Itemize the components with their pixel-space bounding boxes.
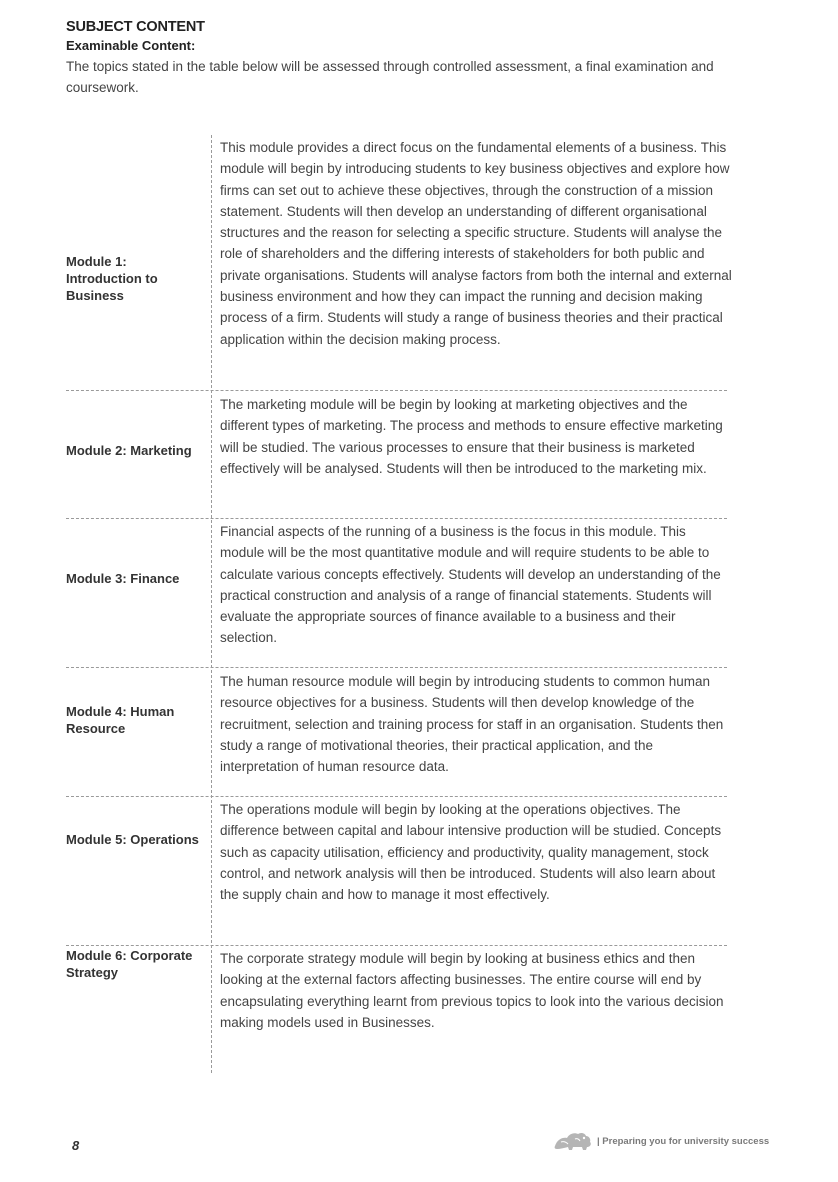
intro-paragraph: The topics stated in the table below will be assessed through controlled assessment, a final examination and coursework. xyxy=(66,59,714,95)
module-2-label: Module 2: Marketing xyxy=(66,443,192,458)
section-title: SUBJECT CONTENT xyxy=(66,19,205,35)
column-divider xyxy=(211,135,212,1073)
module-4-description: The human resource module will begin by introducing students to common human resource objectives for a business. Students will then develop knowledge of the recruitment, selection and training process for staff in an organisation. Students then study a range of motivational theories, their practical application, and the interpretation of human resource data. xyxy=(220,674,724,775)
row-divider xyxy=(66,390,727,391)
module-1-description: This module provides a direct focus on the fundamental elements of a business. This module will begin by introducing students to key business objectives and explore how firms can set out to achieve these objectives, through the construction of a mission statement. Students will then develop an understanding of different organisational structures and the reason for selecting a specific structure. Students will analyse the role of shareholders and the differing interests of stakeholders for both public and private organisations. Students will analyse factors from both the internal and external business environment and how they can impact the running and decision making process of a firm. Students will study a range of business theories and their practical application within the decision making process. xyxy=(220,140,732,347)
module-6-label: Module 6: Corporate Strategy xyxy=(66,948,193,980)
module-3-label: Module 3: Finance xyxy=(66,571,180,586)
module-5-description: The operations module will begin by looking at the operations objectives. The difference between capital and labour intensive production will be studied. Concepts such as capacity utilisation, efficiency and productivity, quality management, stock control, and network analysis will then be introduced. Students will also learn about the supply chain and how to manage it most effectively. xyxy=(220,802,722,903)
row-divider xyxy=(66,796,727,797)
section-subtitle: Examinable Content: xyxy=(66,38,196,53)
row-divider xyxy=(66,945,727,946)
module-1-label: Module 1: Introduction to Business xyxy=(66,254,158,303)
module-5-label: Module 5: Operations xyxy=(66,832,199,847)
footer-tagline: | Preparing you for university success xyxy=(597,1135,770,1147)
lion-logo-icon xyxy=(553,1130,593,1152)
module-6-description: The corporate strategy module will begin by looking at business ethics and then looking at the external factors affecting businesses. The entire course will end by encapsulating everything learnt from previous topics to look into the various decision making models used in Businesses. xyxy=(220,951,724,1030)
row-divider xyxy=(66,667,727,668)
module-2-description: The marketing module will be begin by looking at marketing objectives and the different types of marketing. The process and methods to ensure effective marketing will be studied. The various processes to ensure that their business is marketed effectively will be analysed. Students will then be introduced to the marketing mix. xyxy=(220,397,723,476)
row-divider xyxy=(66,518,727,519)
page-number: 8 xyxy=(72,1138,80,1153)
footer-branding xyxy=(553,1130,769,1152)
module-3-description: Financial aspects of the running of a business is the focus in this module. This module will be the most quantitative module and will require students to be able to calculate various concepts effectively. Students will develop an understanding of the practical construction and analysis of a range of financial statements. Students will evaluate the appropriate sources of finance available to a business and their selection. xyxy=(220,524,721,646)
module-4-label: Module 4: Human Resource xyxy=(66,704,175,736)
